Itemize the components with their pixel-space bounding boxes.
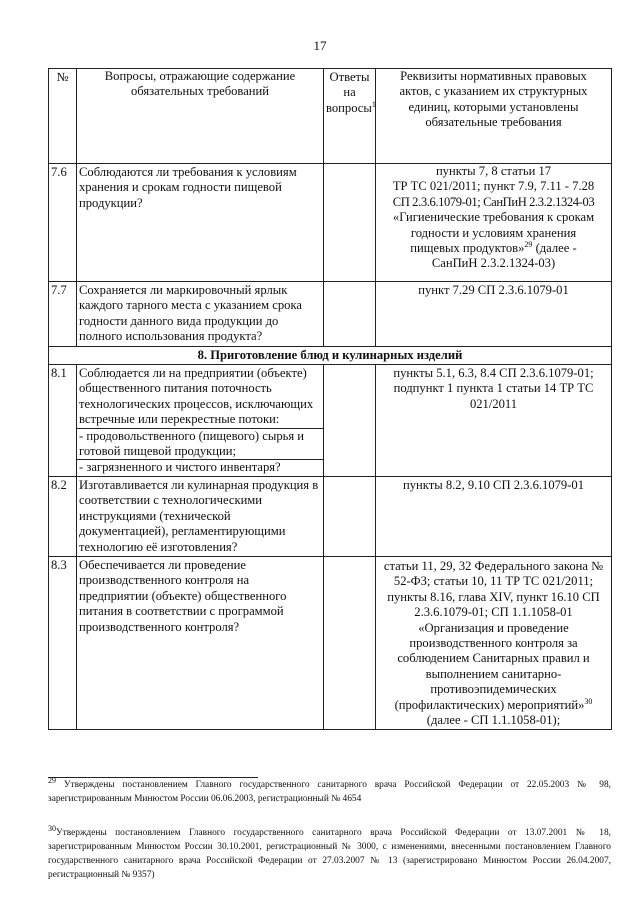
row-requisites: пункты 8.2, 9.10 СП 2.3.6.1079-01 [376,476,612,556]
row-num: 7.6 [49,164,77,282]
row-answer [324,556,376,729]
page-number: 17 [313,38,327,53]
row-num: 8.2 [49,476,77,556]
requirements-table [48,68,612,730]
footnote [48,775,611,806]
row-requisites: пункты 7, 8 статьи 17 ТР ТС 021/2011; пункт 7.9, 7.11 - 7.28 СП 2.3.6.1079-01; СанПиН 2.3.2.1324-03 «Гигиенические требования к срокам годности и условиям хранения пищевых продуктов»$^{29}$ (далее - СанПиН 2.3.2.1324-03) [376,164,612,282]
question-main: Соблюдается ли на предприятии (объекте) общественного питания поточность технологических процессов, исключающих встречные или перекрестные потоки: [79,366,314,427]
footnote-text: Утверждены постановлением Главного государственного санитарного врача Российской Федерации от 22.05.2003 № 98, зарегистрированным Минюстом России 06.06.2003, регистрационный № 4654 [48,780,611,804]
row-requisites: статьи 11, 29, 32 Федерального закона № 52-ФЗ; статьи 10, 11 ТР ТС 021/2011; пункты 8.16, глава XIV, пункт 16.10 СП 2.3.6.1079-01; СП 1.1.1058-01 «Организация и проведение производственного контроля за соблюдением Санитарных правил и выполнением санитарно-противоэпидемических (профилактических) мероприятий»$^{30}$ (далее - СП 1.1.1058-01); [376,556,612,729]
row-question [77,365,324,477]
footnote-mark: 30 [48,823,56,833]
row-requisites: пункты 5.1, 6.3, 8.4 СП 2.3.6.1079-01; подпункт 1 пункта 1 статьи 14 ТР ТС 021/2011 [376,365,612,477]
row-question: Соблюдаются ли требования к условиям хранения и срокам годности пищевой продукции? [77,164,324,282]
row-answer [324,476,376,556]
footnote-mark: 29 [48,775,56,785]
row-num: 7.7 [49,282,77,347]
table-row [49,365,612,477]
row-num: 8.1 [49,365,77,477]
row-answer [324,282,376,347]
header-requisites: Реквизиты нормативных правовых актов, с указанием их структурных единиц, которыми установлены обязательные требования [376,69,612,164]
question-sub-item: - загрязненного и чистого инвентаря? [77,459,323,475]
table-row [49,556,612,729]
footnote [48,823,611,882]
table-row [49,282,612,347]
table-row [49,476,612,556]
header-answers: Ответы на вопросы$^1$ [324,69,376,164]
row-requisites: пункт 7.29 СП 2.3.6.1079-01 [376,282,612,347]
row-num: 8.3 [49,556,77,729]
row-answer [324,164,376,282]
section-row [49,346,612,364]
header-questions: Вопросы, отражающие содержание обязательных требований [77,69,324,164]
section-title: 8. Приготовление блюд и кулинарных изделий [49,346,612,364]
table-header-row [49,69,612,164]
question-sub-item: - продовольственного (пищевого) сырья и готовой пищевой продукции; [77,428,323,460]
row-question: Изготавливается ли кулинарная продукция в соответствии с технологическими инструкциями (технической документацией), регламентирующими технологию её изготовления? [77,476,324,556]
row-question: Обеспечивается ли проведение производственного контроля на предприятии (объекте) общественного питания в соответствии с программой производственного контроля? [77,556,324,729]
row-question: Сохраняется ли маркировочный ярлык каждого тарного места с указанием срока годности данного вида продукции до полного использования продукта? [77,282,324,347]
footnote-text: Утверждены постановлением Главного государственного санитарного врача Российской Федерации от 13.07.2001 № 18, зарегистрированным Минюстом России 30.10.2001, регистрационный № 3000, с изменениями, внесенными постановлением Главного государственного санитарного врача Российской Федерации от 27.03.2007 № 13 (зарегистрировано Минюстом России 26.04.2007, регистрационный № 9357) [48,828,611,880]
header-num: № [49,69,77,164]
table-row [49,164,612,282]
row-answer [324,365,376,477]
